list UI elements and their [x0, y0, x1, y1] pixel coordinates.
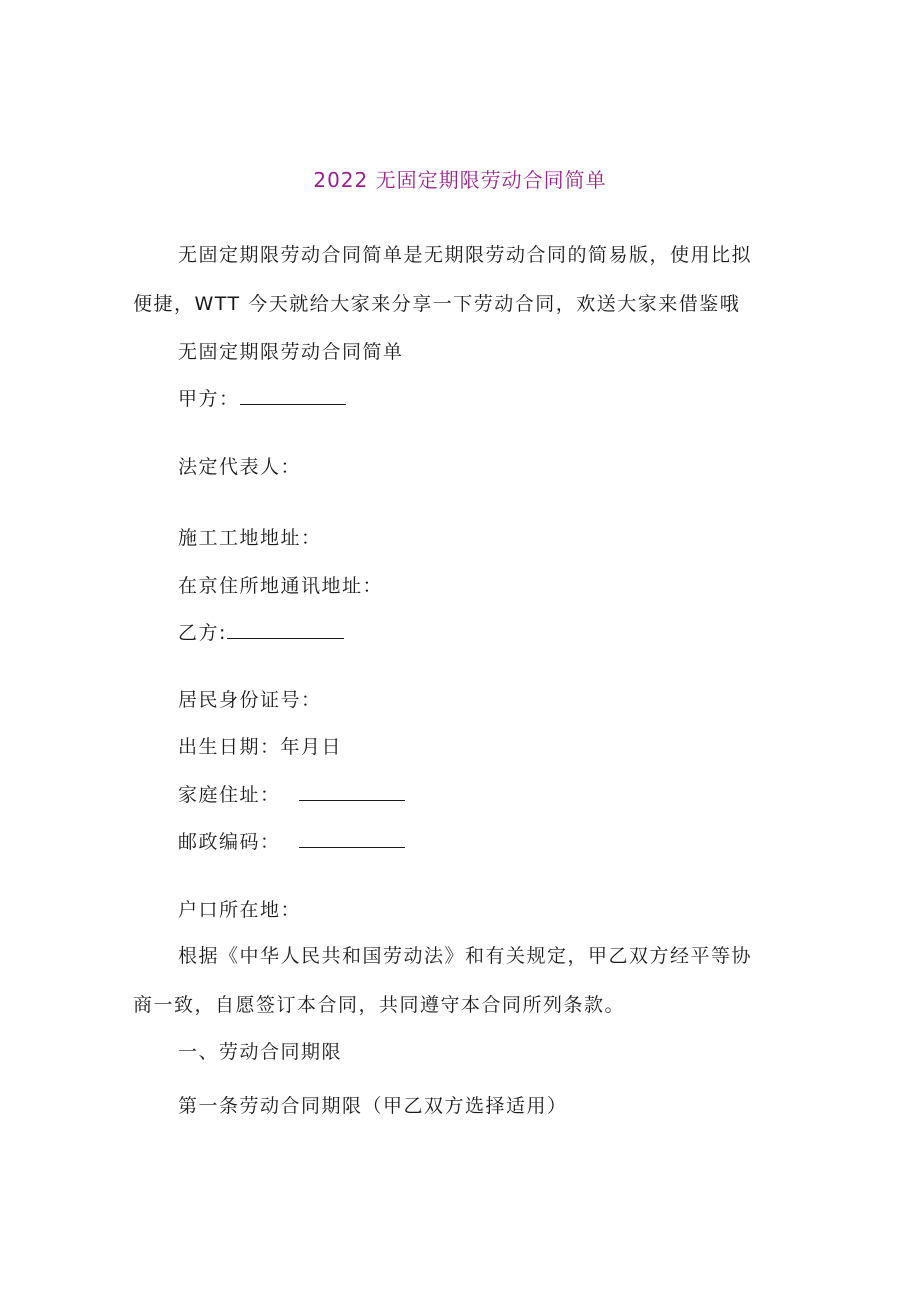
birth-date-label: 出生日期：年月日: [178, 736, 343, 758]
party-a-label: 甲方：: [178, 388, 240, 410]
basis-line-2: 商一致，自愿签订本合同，共同遵守本合同所列条款。: [133, 994, 626, 1016]
party-a-blank: [240, 386, 346, 405]
party-b-field: [178, 618, 344, 648]
beijing-address-label: 在京住所地通讯地址：: [178, 575, 384, 597]
party-a-field: [178, 384, 346, 414]
home-address-label: 家庭住址：: [178, 784, 281, 806]
home-address-blank: [299, 782, 405, 801]
basis-line-1: 根据《中华人民共和国劳动法》和有关规定，甲乙双方经平等协: [178, 945, 753, 967]
id-number-label: 居民身份证号：: [178, 689, 322, 711]
home-address-field: [178, 780, 405, 810]
site-address-label: 施工工地地址：: [178, 527, 322, 549]
intro-line-1: 无固定期限劳动合同简单是无期限劳动合同的简易版，使用比拟: [178, 244, 753, 266]
legal-rep-label: 法定代表人：: [178, 456, 302, 478]
postal-code-blank: [299, 829, 405, 848]
intro-line-2: 便捷，WTT 今天就给大家来分享一下劳动合同，欢送大家来借鉴哦: [133, 293, 741, 315]
subtitle: 无固定期限劳动合同简单: [178, 341, 404, 363]
hukou-label: 户口所在地：: [178, 899, 302, 921]
section-1-heading: 一、劳动合同期限: [178, 1041, 343, 1063]
postal-code-field: [178, 827, 405, 857]
party-b-label: 乙方:: [178, 622, 227, 644]
document-title: 2022 无固定期限劳动合同简单: [313, 168, 607, 192]
party-b-blank: [227, 620, 344, 639]
article-1-heading: 第一条劳动合同期限（甲乙双方选择适用）: [178, 1095, 568, 1117]
postal-code-label: 邮政编码：: [178, 831, 281, 853]
